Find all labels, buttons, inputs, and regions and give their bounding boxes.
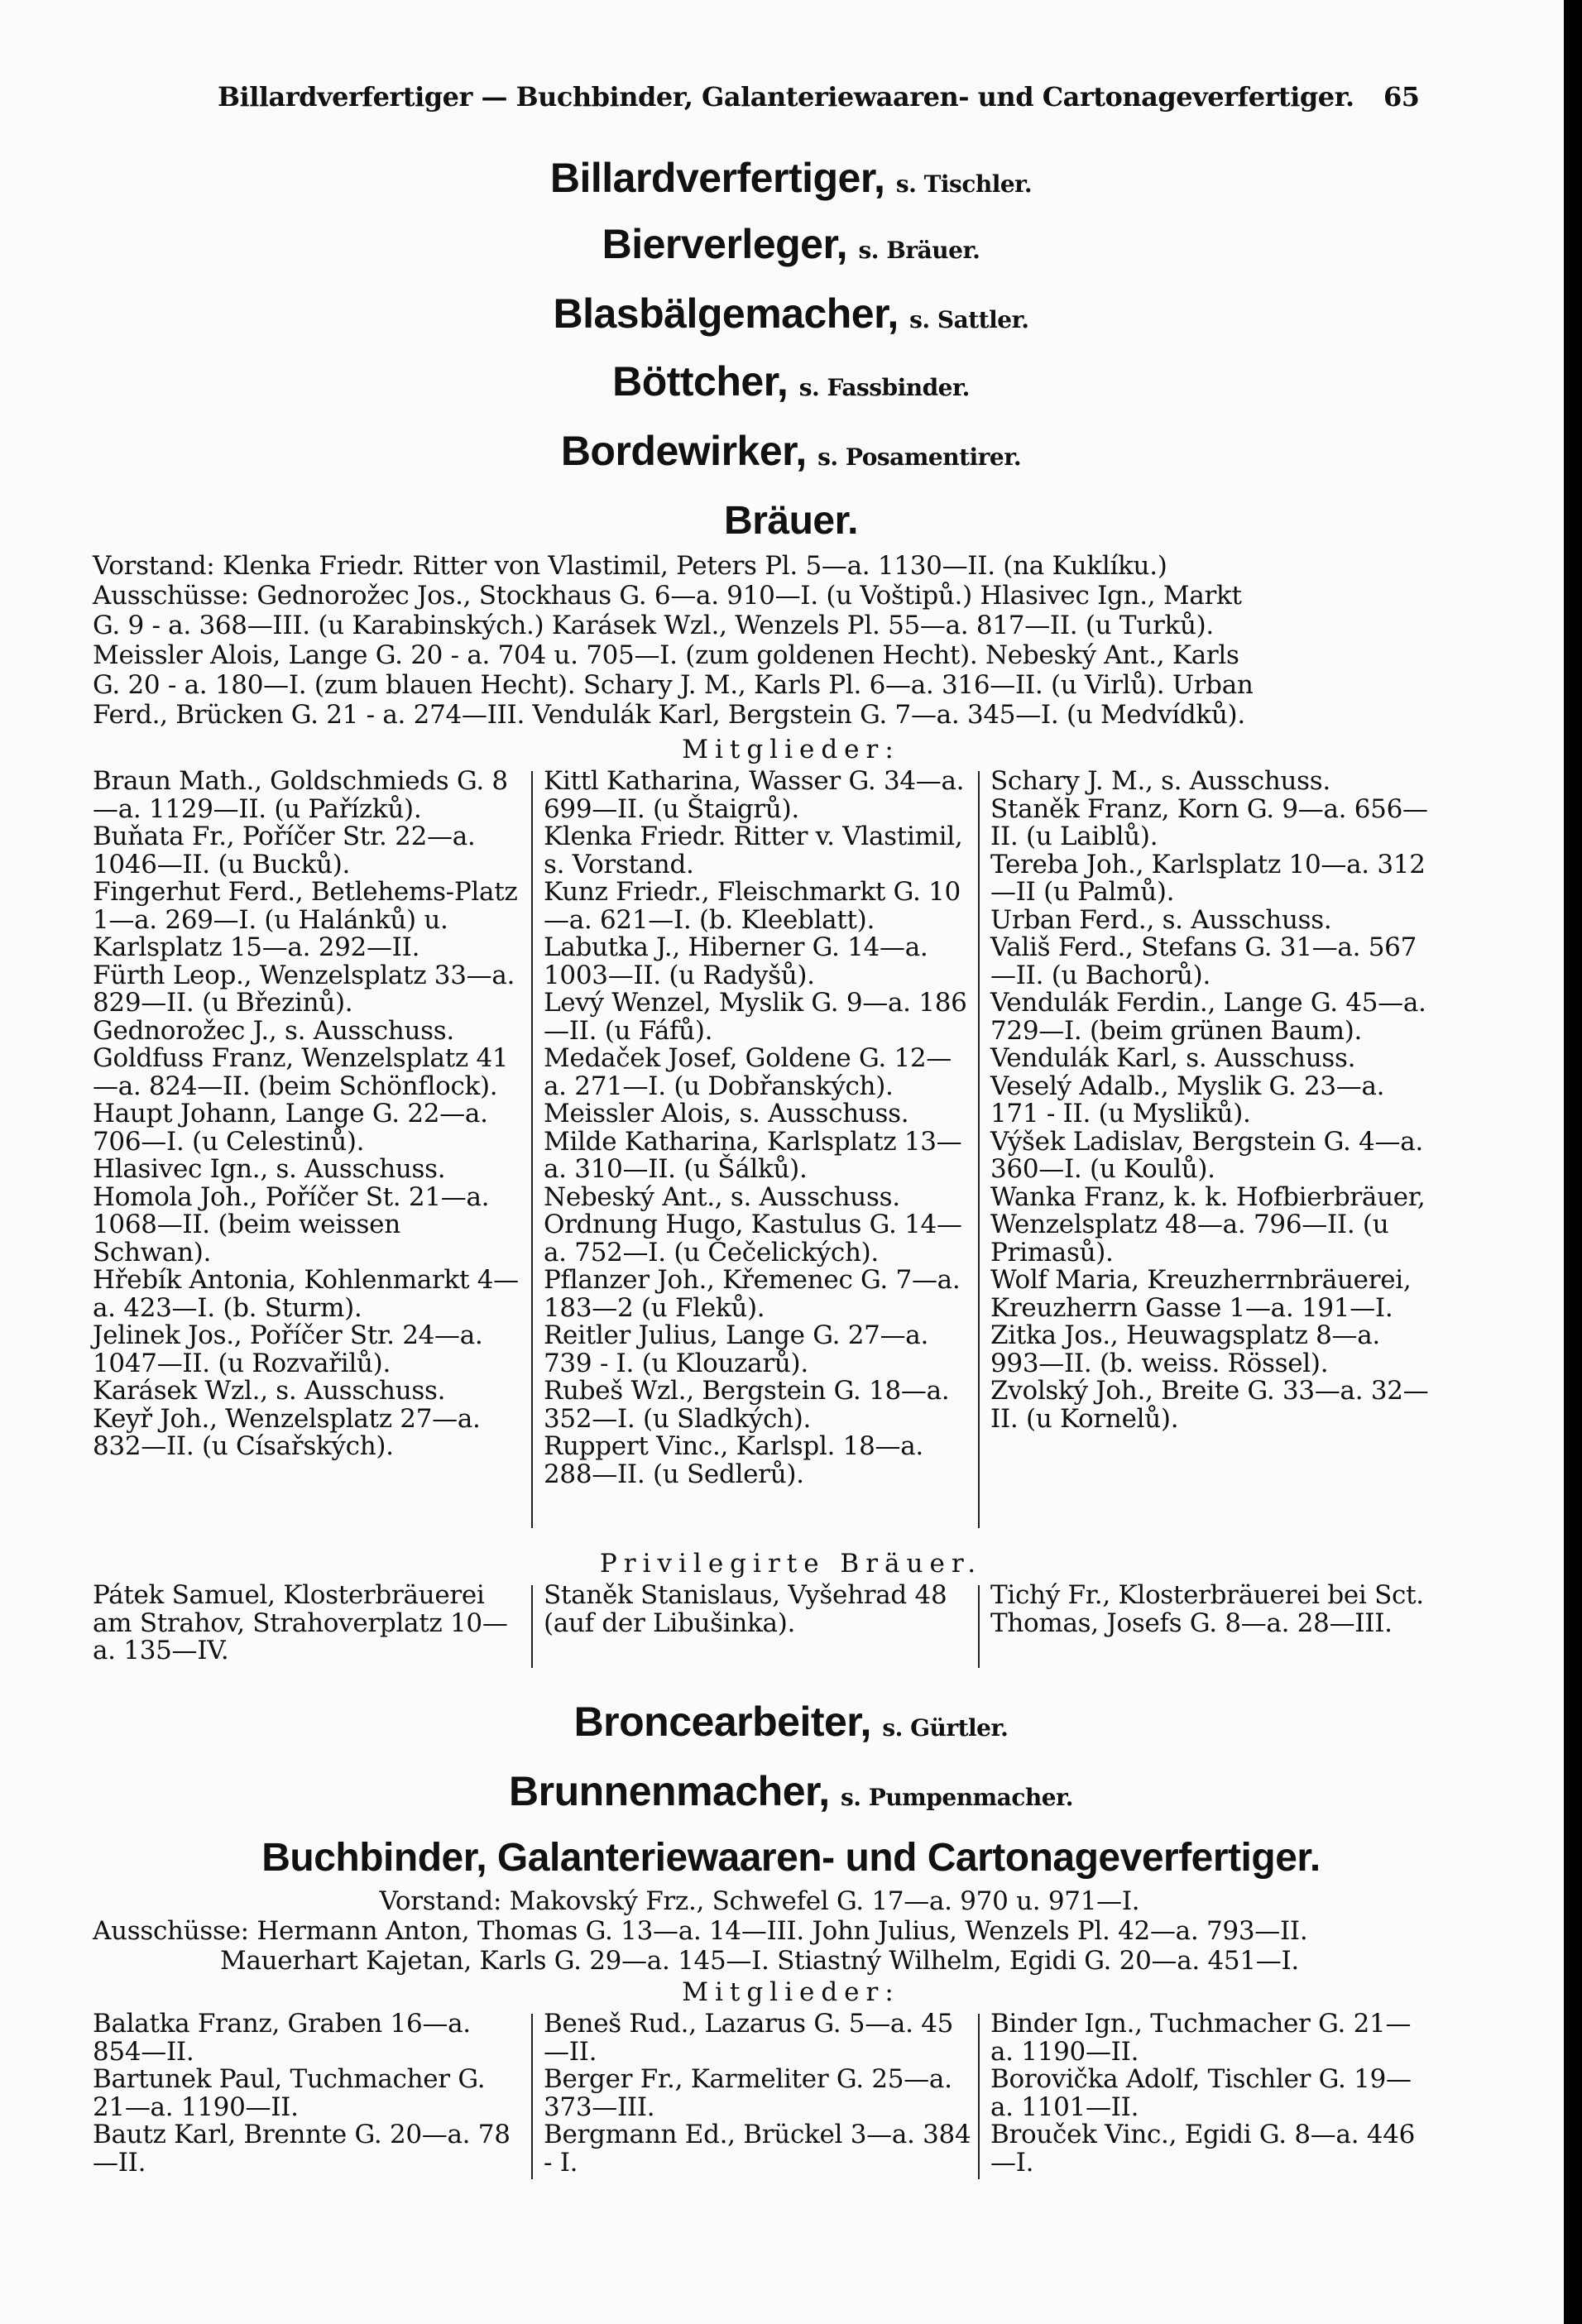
member-entry: Meissler Alois, s. Ausschuss. — [544, 1099, 909, 1128]
column-rule — [531, 2014, 533, 2179]
buchbinder-board-line: Vorstand: Makovský Frz., Schwefel G. 17—a. 970 u. 971—I. — [379, 1886, 1140, 1916]
members-label: Mitglieder: — [682, 1977, 900, 2007]
member-entry: Homola Joh., Poříčer St. 21—a. 1068—II. (beim weissen Schwan). — [93, 1181, 490, 1267]
braeuer-board-line: Ausschüsse: Gednorožec Jos., Stockhaus G. 6—a. 910—I. (u Voštipů.) Hlasivec Ign., Markt — [93, 581, 1242, 611]
member-entry: Fingerhut Ferd., Betlehems-Platz 1—a. 269—I. (u Halánků) u. Karlsplatz 15—a. 292—II. — [93, 877, 518, 962]
member-entry: Buňata Fr., Poříčer Str. 22—a. 1046—II. (u Bucků). — [93, 822, 476, 879]
heading-reference: s. Fassbinder. — [798, 374, 970, 401]
heading-broncearbeiter — [0, 1698, 1582, 1746]
buchbinder-board-line: Ausschüsse: Hermann Anton, Thomas G. 13—a. 14—III. John Julius, Wenzels Pl. 42—a. 793—II. — [93, 1916, 1308, 1946]
scan-edge — [1564, 0, 1582, 2324]
member-entry: Jelinek Jos., Poříčer Str. 24—a. 1047—II. (u Rozvařilů). — [93, 1320, 483, 1378]
member-entry: Nebeský Ant., s. Ausschuss. — [544, 1181, 900, 1212]
heading-bierverleger — [0, 220, 1582, 268]
members-column — [93, 2010, 523, 2177]
running-head-title: Billardverfertiger — Buchbinder, Galanteriewaaren- und Cartonageverfertiger. — [218, 81, 1354, 113]
member-entry: Bergmann Ed., Brückel 3—a. 384 - I. — [544, 2120, 971, 2178]
member-entry: Ruppert Vinc., Karlspl. 18—a. 288—II. (u Sedlerů). — [544, 1431, 923, 1489]
privileged-entry: Staněk Stanislaus, Vyšehrad 48 (auf der Libušinka). — [544, 1580, 947, 1638]
heading-reference: s. Bräuer. — [858, 237, 980, 264]
member-entry: Borovička Adolf, Tischler G. 19—a. 1101—II. — [990, 2064, 1412, 2122]
member-entry: Fürth Leop., Wenzelsplatz 33—a. 829—II. (u Březinů). — [93, 960, 515, 1018]
heading-boettcher — [0, 357, 1582, 405]
heading-reference: s. Tischler. — [895, 170, 1033, 198]
member-entry: Reitler Julius, Lange G. 27—a. 739 - I. (u Klouzarů). — [544, 1320, 929, 1378]
member-entry: Vendulák Ferdin., Lange G. 45—a. 729—I. (beim grünen Baum). — [990, 988, 1426, 1046]
member-entry: Zvolský Joh., Breite G. 33—a. 32—II. (u Kornelů). — [990, 1376, 1429, 1434]
member-entry: Milde Katharina, Karlsplatz 13—a. 310—II. (u Šálků). — [544, 1126, 962, 1184]
member-entry: Zitka Jos., Heuwagsplatz 8—a. 993—II. (b. weiss. Rössel). — [990, 1320, 1380, 1378]
member-entry: Haupt Johann, Lange G. 22—a. 706—I. (u Celestinů). — [93, 1099, 488, 1157]
heading-reference: s. Pumpenmacher. — [841, 1784, 1073, 1811]
member-entry: Balatka Franz, Graben 16—a. 854—II. — [93, 2009, 471, 2067]
heading-title: Blasbälgemacher, — [553, 290, 899, 337]
buchbinder-members — [93, 2010, 1426, 2184]
member-entry: Kittl Katharina, Wasser G. 34—a. 699—II. (u Štaigrů). — [544, 766, 965, 824]
member-entry: Brouček Vinc., Egidi G. 8—a. 446—I. — [990, 2120, 1416, 2178]
heading-bordewirker — [0, 427, 1582, 475]
member-entry: Kunz Friedr., Fleischmarkt G. 10—a. 621—I. (b. Kleeblatt). — [544, 877, 961, 935]
privileged-entry: Tichý Fr., Klosterbräuerei bei Sct. Thomas, Josefs G. 8—a. 28—III. — [990, 1580, 1424, 1638]
heading-billardverfertiger — [0, 154, 1582, 202]
member-entry: Rubeš Wzl., Bergstein G. 18—a. 352—I. (u Sladkých). — [544, 1376, 950, 1434]
column-rule — [978, 2014, 980, 2179]
heading-reference: s. Posamentirer. — [817, 443, 1022, 471]
privileged-entry: Pátek Samuel, Klosterbräuerei am Strahov, Strahoverplatz 10—a. 135—IV. — [93, 1580, 508, 1665]
member-entry: Hlasivec Ign., s. Ausschuss. — [93, 1154, 446, 1184]
member-entry: Pflanzer Joh., Křemenec G. 7—a. 183—2 (u Fleků). — [544, 1265, 961, 1323]
members-column — [544, 768, 974, 1488]
member-entry: Binder Ign., Tuchmacher G. 21—a. 1190—II. — [990, 2009, 1412, 2067]
members-column — [544, 2010, 974, 2177]
member-entry: Labutka J., Hiberner G. 14—a. 1003—II. (u Radyšů). — [544, 932, 928, 990]
members-column — [990, 2010, 1429, 2177]
member-entry: Berger Fr., Karmeliter G. 25—a. 373—III. — [544, 2064, 952, 2122]
heading-title: Brunnenmacher, — [509, 1768, 830, 1814]
member-entry: Bartunek Paul, Tuchmacher G. 21—a. 1190—II. — [93, 2064, 486, 2122]
privileged-label: Privilegirte Bräuer. — [599, 1549, 983, 1579]
heading-title: Bierverleger, — [602, 221, 848, 267]
member-entry: Wanka Franz, k. k. Hofbierbräuer, Wenzelsplatz 48—a. 796—II. (u Primasů). — [990, 1181, 1426, 1267]
heading-reference: s. Gürtler. — [882, 1714, 1009, 1742]
heading-title: Bordewirker, — [560, 428, 807, 474]
page-number: 65 — [1383, 81, 1420, 113]
member-entry: Beneš Rud., Lazarus G. 5—a. 45—II. — [544, 2009, 954, 2067]
member-entry: Wolf Maria, Kreuzherrnbräuerei, Kreuzherrn Gasse 1—a. 191—I. — [990, 1265, 1412, 1323]
member-entry: Medaček Josef, Goldene G. 12—a. 271—I. (u Dobřanských). — [544, 1043, 952, 1101]
braeuer-board-line: G. 20 - a. 180—I. (zum blauen Hecht). Schary J. M., Karls Pl. 6—a. 316—II. (u Virlů). Urban — [93, 670, 1254, 700]
section-title-braeuer: Bräuer. — [724, 499, 858, 543]
braeuer-board-line: G. 9 - a. 368—III. (u Karabinských.) Karásek Wzl., Wenzels Pl. 55—a. 817—II. (u Turků). — [93, 611, 1214, 640]
heading-blasbaelgemacher — [0, 290, 1582, 338]
members-column — [93, 768, 523, 1461]
member-entry: Karásek Wzl., s. Ausschuss. — [93, 1376, 446, 1406]
member-entry: Vališ Ferd., Stefans G. 31—a. 567—II. (u Bachorů). — [990, 932, 1417, 990]
privileged-column — [93, 1582, 523, 1665]
members-column — [990, 768, 1429, 1433]
braeuer-members — [93, 766, 1429, 1537]
heading-title: Böttcher, — [612, 358, 789, 405]
section-title-buchbinder: Buchbinder, Galanteriewaaren- und Cartonageverfertiger. — [261, 1836, 1321, 1880]
member-entry: Levý Wenzel, Myslik G. 9—a. 186—II. (u Fáfů). — [544, 988, 967, 1046]
heading-reference: s. Sattler. — [909, 306, 1029, 333]
heading-brunnenmacher — [0, 1767, 1582, 1815]
privileged-members — [93, 1582, 1426, 1673]
buchbinder-board-line: Mauerhart Kajetan, Karls G. 29—a. 145—I. Stiastný Wilhelm, Egidi G. 20—a. 451—I. — [220, 1946, 1299, 1976]
member-entry: Klenka Friedr. Ritter v. Vlastimil, s. Vorstand. — [544, 822, 963, 879]
member-entry: Veselý Adalb., Myslik G. 23—a. 171 - II. (u Mysliků). — [990, 1071, 1385, 1128]
member-entry: Hřebík Antonia, Kohlenmarkt 4—a. 423—I. (b. Sturm). — [93, 1265, 519, 1323]
column-rule — [978, 771, 980, 1528]
member-entry: Braun Math., Goldschmieds G. 8—a. 1129—II. (u Pařízků). — [93, 766, 508, 824]
member-entry: Tereba Joh., Karlsplatz 10—a. 312—II (u Palmů). — [990, 849, 1426, 907]
member-entry: Vendulák Karl, s. Ausschuss. — [990, 1043, 1356, 1073]
member-entry: Ordnung Hugo, Kastulus G. 14—a. 752—I. (u Čečelických). — [544, 1210, 962, 1267]
braeuer-board-line: Vorstand: Klenka Friedr. Ritter von Vlastimil, Peters Pl. 5—a. 1130—II. (na Kuklíku.) — [93, 551, 1167, 581]
heading-title: Billardverfertiger, — [549, 155, 885, 201]
member-entry: Keyř Joh., Wenzelsplatz 27—a. 832—II. (u Císařských). — [93, 1403, 481, 1461]
braeuer-board-line: Meissler Alois, Lange G. 20 - a. 704 u. 705—I. (zum goldenen Hecht). Nebeský Ant., Karls — [93, 640, 1239, 670]
column-rule — [978, 1585, 980, 1668]
column-rule — [531, 771, 533, 1528]
member-entry: Schary J. M., s. Ausschuss. — [990, 766, 1330, 796]
heading-title: Broncearbeiter, — [573, 1699, 871, 1745]
braeuer-board-line: Ferd., Brücken G. 21 - a. 274—III. Vendulák Karl, Bergstein G. 7—a. 345—I. (u Medvídků). — [93, 700, 1245, 730]
member-entry: Goldfuss Franz, Wenzelsplatz 41—a. 824—II. (beim Schönflock). — [93, 1043, 509, 1101]
privileged-column — [544, 1582, 974, 1637]
member-entry: Urban Ferd., s. Ausschuss. — [990, 904, 1332, 935]
member-entry: Gednorožec J., s. Ausschuss. — [93, 1015, 454, 1046]
member-entry: Staněk Franz, Korn G. 9—a. 656—II. (u Laiblů). — [990, 793, 1428, 851]
member-entry: Výšek Ladislav, Bergstein G. 4—a. 360—I. (u Koulů). — [990, 1126, 1423, 1184]
running-head — [0, 81, 1582, 117]
member-entry: Bautz Karl, Brennte G. 20—a. 78—II. — [93, 2120, 511, 2178]
members-label: Mitglieder: — [682, 735, 900, 764]
column-rule — [531, 1585, 533, 1668]
privileged-column — [990, 1582, 1429, 1637]
